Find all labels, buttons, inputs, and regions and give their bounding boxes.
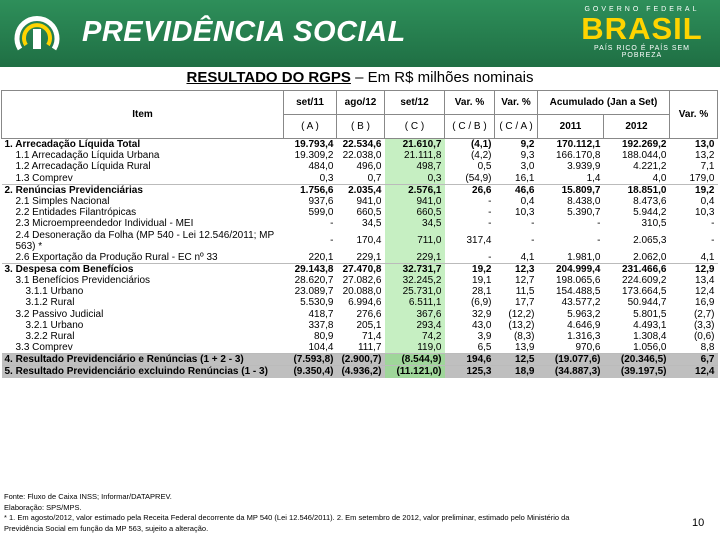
row-value: (8,3) — [513, 330, 535, 342]
row-value: 20.088,0 — [342, 286, 382, 298]
row-value: - — [597, 218, 601, 230]
col-ago12-header: ago/12 — [337, 91, 385, 115]
row-value: (39.197,5) — [604, 366, 670, 378]
rgps-table — [1, 90, 718, 378]
table-row — [2, 252, 718, 264]
row-value: (4,2) — [470, 150, 492, 162]
row-label: 3.1 Benefícios Previdenciários — [15, 274, 151, 286]
row-value: 205,1 — [356, 319, 382, 331]
row-value: 2.062,0 — [604, 252, 670, 264]
row-value: 19,2 — [695, 184, 715, 196]
row-value: 4.646,9 — [567, 319, 601, 331]
table-row — [2, 207, 718, 218]
row-value: 1.308,4 — [633, 330, 667, 342]
page-title — [0, 69, 720, 86]
row-value: 8.473,6 — [633, 196, 667, 208]
col-set11-header: set/11 — [284, 91, 337, 115]
row-label: 2. Renúncias Previdenciárias — [4, 184, 143, 196]
row-value: 15.809,7 — [561, 184, 601, 196]
col-ca-key: ( C / A ) — [495, 115, 538, 139]
row-value: 166.170,8 — [556, 150, 601, 162]
row-value: 0,7 — [337, 173, 385, 185]
table-row — [2, 331, 718, 342]
row-value: - — [488, 196, 492, 208]
row-value: (13,2) — [508, 319, 535, 331]
row-value: (2.900,7) — [337, 354, 385, 366]
row-value: 21.610,7 — [385, 139, 445, 151]
row-value: 8.438,0 — [567, 196, 601, 208]
col-accumulated-header: Acumulado (Jan a Set) — [538, 91, 670, 115]
row-value: 80,9 — [314, 330, 334, 342]
row-value: 125,3 — [445, 366, 495, 378]
col-var-ca-header: Var. % — [495, 91, 538, 115]
row-value: 496,0 — [356, 161, 382, 173]
table-row — [2, 150, 718, 161]
row-value: 12,9 — [695, 263, 715, 275]
row-value: 5.390,7 — [567, 207, 601, 219]
row-value: 229,1 — [385, 252, 445, 264]
table-row — [2, 218, 718, 229]
header-bar — [0, 0, 720, 67]
row-value: (2,7) — [693, 308, 715, 320]
row-value: 170.112,1 — [556, 139, 601, 151]
row-value: 19.309,2 — [294, 150, 334, 162]
row-label: 5. Resultado Previdenciário excluindo Renúncias (1 - 3) — [2, 366, 284, 378]
row-value: (19.077,6) — [538, 354, 604, 366]
footer-notes — [4, 492, 704, 534]
row-label: 3.3 Comprev — [2, 342, 284, 354]
row-value: (4.936,2) — [337, 366, 385, 378]
table-row — [2, 320, 718, 331]
row-label: 3.1.2 Rural — [25, 297, 75, 309]
row-value: 173.664,5 — [622, 286, 667, 298]
row-value: 11,5 — [515, 286, 535, 298]
row-value: 1.981,0 — [538, 252, 604, 264]
col-cb-key: ( C / B ) — [445, 115, 495, 139]
row-value: 337,8 — [308, 319, 334, 331]
row-value: - — [488, 218, 492, 230]
table-row — [2, 139, 718, 151]
table-row — [2, 308, 718, 319]
row-value: 941,0 — [356, 196, 382, 208]
row-value: 0,3 — [284, 173, 337, 185]
row-value: 599,0 — [308, 207, 334, 219]
row-value: 4,1 — [670, 252, 718, 264]
row-value: 6.511,1 — [385, 297, 445, 308]
row-value: 198.065,6 — [556, 274, 601, 286]
row-value: 1.316,3 — [567, 330, 601, 342]
row-value: 941,0 — [385, 196, 445, 207]
row-value: 170,4 — [356, 235, 382, 246]
row-value: 43.577,2 — [561, 297, 601, 309]
gov-slogan: PAÍS RICO É PAÍS SEM POBREZA — [594, 45, 690, 59]
row-value: 418,7 — [308, 308, 334, 320]
table-row — [2, 342, 718, 354]
row-value: - — [711, 218, 715, 230]
table-row — [2, 184, 718, 196]
row-value: 0,3 — [385, 173, 445, 185]
row-value: 4.221,2 — [633, 161, 667, 173]
table-row — [2, 275, 718, 286]
row-value: 2.035,4 — [348, 184, 382, 196]
row-label: 1.1 Arrecadação Líquida Urbana — [15, 150, 160, 162]
row-value: 28,1 — [472, 286, 492, 298]
col-2012-header: 2012 — [604, 115, 670, 139]
row-value: 12,3 — [515, 263, 535, 275]
row-value: 194,6 — [445, 354, 495, 366]
row-value: - — [531, 235, 535, 246]
row-value: 19,1 — [472, 274, 492, 286]
row-value: 3.939,9 — [567, 161, 601, 173]
row-value: 111,7 — [337, 342, 385, 354]
col-a-key: ( A ) — [284, 115, 337, 139]
row-label: 2.6 Exportação da Produção Rural - EC nº 33 — [2, 252, 284, 264]
row-value: 192.269,2 — [622, 139, 667, 151]
row-label: 3.2.1 Urbano — [25, 319, 84, 331]
row-value: 12,5 — [495, 354, 538, 366]
footer-elaboration: Elaboração: SPS/MPS. — [4, 502, 82, 512]
row-value: 28.620,7 — [294, 274, 334, 286]
gov-top-text: GOVERNO FEDERAL — [584, 6, 700, 13]
row-value: 13,9 — [495, 342, 538, 354]
col-2011-header: 2011 — [538, 115, 604, 139]
row-value: 6.994,6 — [348, 297, 382, 309]
row-value: 6,7 — [670, 354, 718, 366]
row-value: (3,3) — [693, 319, 715, 331]
row-value: 46,6 — [515, 184, 535, 196]
table-row — [2, 297, 718, 308]
row-value: 9,3 — [520, 150, 535, 162]
row-value: 8,8 — [670, 342, 718, 354]
row-value: 13,4 — [695, 274, 715, 286]
row-label: 1. Arrecadação Líquida Total — [4, 139, 141, 151]
row-label: 3. Despesa com Benefícios — [4, 263, 134, 275]
table-row — [2, 161, 718, 172]
row-value: 27.082,6 — [342, 274, 382, 286]
row-value: (54,9) — [445, 173, 495, 185]
row-value: 7,1 — [700, 161, 715, 173]
row-value: 660,5 — [385, 207, 445, 218]
row-value: 229,1 — [337, 252, 385, 264]
row-value: 0,5 — [477, 161, 492, 173]
row-value: 26,6 — [472, 184, 492, 196]
row-value: - — [597, 235, 601, 246]
row-value: 16,9 — [695, 297, 715, 309]
row-value: 32,9 — [472, 308, 492, 320]
row-value: 1.056,0 — [604, 342, 670, 354]
row-value: (8.544,9) — [385, 354, 445, 366]
table-row — [2, 263, 718, 275]
row-value: 498,7 — [385, 161, 445, 172]
row-value: 711,0 — [385, 230, 445, 252]
row-value: 317,4 — [466, 235, 492, 246]
row-value: 2.065,3 — [633, 235, 667, 246]
row-value: 276,6 — [356, 308, 382, 320]
row-value: 4,0 — [604, 173, 670, 185]
row-value: 9,2 — [520, 139, 535, 151]
row-value: - — [531, 218, 535, 230]
row-value: 74,2 — [385, 331, 445, 342]
row-value: 34,5 — [362, 218, 382, 230]
row-value: 12,4 — [670, 366, 718, 378]
row-value: 23.089,7 — [294, 286, 334, 298]
table-row — [2, 286, 718, 297]
row-value: 5.963,2 — [567, 308, 601, 320]
row-value: (11.121,0) — [385, 366, 445, 378]
row-label: 3.2 Passivo Judicial — [15, 308, 104, 320]
row-value: 27.470,8 — [342, 263, 382, 275]
row-value: 12,7 — [515, 274, 535, 286]
row-label: 1.3 Comprev — [2, 173, 284, 185]
row-value: - — [330, 218, 334, 230]
title-sub: – Em R$ milhões nominais — [350, 69, 534, 86]
row-value: - — [488, 207, 492, 219]
row-label: 2.3 Microempreendedor Individual - MEI — [15, 218, 194, 230]
row-value: 3,9 — [477, 330, 492, 342]
table-row — [2, 230, 718, 252]
table-row — [2, 196, 718, 207]
title-main: RESULTADO DO RGPS — [186, 69, 351, 86]
footer-note-2: Previdência Social em função da MP 563, sujeito a alteração. — [4, 523, 209, 533]
row-label: 2.2 Entidades Filantrópicas — [15, 207, 137, 219]
row-value: 12,4 — [695, 286, 715, 298]
row-value: 231.466,6 — [622, 263, 667, 275]
row-value: 22.534,6 — [342, 139, 382, 151]
row-value: 6,5 — [445, 342, 495, 354]
row-value: 13,2 — [695, 150, 715, 162]
row-value: 1,4 — [538, 173, 604, 185]
row-value: 119,0 — [385, 342, 445, 354]
row-value: 29.143,8 — [294, 263, 334, 275]
row-value: 484,0 — [308, 161, 334, 173]
col-var-acc-header: Var. % — [670, 91, 718, 139]
row-value: (9.350,4) — [284, 366, 337, 378]
row-value: 10,3 — [515, 207, 535, 219]
footer-note-1: * 1. Em agosto/2012, valor estimado pela Receita Federal decorrente da MP 540 (Lei 12.546/2011). 2. Em setembro de 2012, valor preliminar, estimado pelo Ministério da — [4, 513, 570, 522]
row-label: 1.2 Arrecadação Líquida Rural — [15, 161, 151, 173]
row-value: 16,1 — [495, 173, 538, 185]
row-value: 0,4 — [520, 196, 535, 208]
row-label: 4. Resultado Previdenciário e Renúncias (1 + 2 - 3) — [2, 354, 284, 366]
governo-federal-logo — [573, 6, 711, 59]
page-number: 10 — [692, 517, 705, 529]
gov-name: BRASIL — [581, 11, 703, 46]
row-value: (7.593,8) — [284, 354, 337, 366]
row-value: 18.851,0 — [627, 184, 667, 196]
row-value: 2.576,1 — [385, 184, 445, 196]
row-value: (34.887,3) — [538, 366, 604, 378]
row-label: 3.2.2 Rural — [25, 330, 75, 342]
row-value: 25.731,0 — [385, 286, 445, 297]
brand-title: PREVIDÊNCIA SOCIAL — [82, 16, 406, 48]
row-value: 367,6 — [385, 308, 445, 319]
row-value: 1.756,6 — [300, 184, 334, 196]
row-value: 179,0 — [670, 173, 718, 185]
row-value: 937,6 — [308, 196, 334, 208]
row-value: 660,5 — [356, 207, 382, 219]
row-label: 3.1.1 Urbano — [25, 286, 84, 298]
col-var-cb-header: Var. % — [445, 91, 495, 115]
row-value: 310,5 — [641, 218, 667, 230]
row-value: (4,1) — [470, 139, 492, 151]
row-value: 0,4 — [700, 196, 715, 208]
row-value: 18,9 — [495, 366, 538, 378]
row-value: 19.793,4 — [294, 139, 334, 151]
row-value: (0,6) — [693, 330, 715, 342]
row-value: 50.944,7 — [627, 297, 667, 309]
row-value: 5.944,2 — [633, 207, 667, 219]
row-value: 43,0 — [472, 319, 492, 331]
row-value: 224.609,2 — [622, 274, 667, 286]
footer-source: Fonte: Fluxo de Caixa INSS; Informar/DATAPREV. — [4, 492, 172, 501]
row-value: 188.044,0 — [622, 150, 667, 162]
row-value: 4,1 — [495, 252, 538, 264]
row-value: 32.245,2 — [385, 275, 445, 286]
row-value: 21.111,8 — [385, 150, 445, 161]
row-value: 154.488,5 — [556, 286, 601, 298]
table-row — [2, 173, 718, 185]
row-value: 17,7 — [515, 297, 535, 309]
row-value: - — [445, 252, 495, 264]
col-item-header: Item — [2, 91, 284, 139]
row-value: 104,4 — [284, 342, 337, 354]
row-value: (12,2) — [508, 308, 535, 320]
table-row — [2, 354, 718, 366]
row-value: 32.731,7 — [385, 263, 445, 275]
row-value: 22.038,0 — [342, 150, 382, 162]
row-value: 293,4 — [385, 320, 445, 331]
row-value: 19,2 — [472, 263, 492, 275]
row-value: 34,5 — [385, 218, 445, 229]
row-value: 71,4 — [362, 330, 382, 342]
table-row — [2, 366, 718, 378]
row-value: 4.493,1 — [633, 319, 667, 331]
col-c-key: ( C ) — [385, 115, 445, 139]
row-value: (6,9) — [470, 297, 492, 309]
row-label: 2.1 Simples Nacional — [15, 196, 110, 208]
row-value: 10,3 — [695, 207, 715, 219]
row-value: - — [711, 235, 715, 246]
row-value: - — [330, 235, 334, 246]
row-value: 5.530,9 — [300, 297, 334, 309]
row-value: 970,6 — [538, 342, 604, 354]
col-set12-header: set/12 — [385, 91, 445, 115]
col-b-key: ( B ) — [337, 115, 385, 139]
row-value: 3,0 — [520, 161, 535, 173]
previdencia-logo-icon — [12, 11, 62, 55]
row-value: 13,0 — [695, 139, 715, 151]
row-value: 220,1 — [284, 252, 337, 264]
row-label: 2.4 Desoneração da Folha (MP 540 - Lei 12.546/2011; MP 563) * — [15, 229, 275, 252]
row-value: 5.801,5 — [633, 308, 667, 320]
table-body — [2, 139, 718, 378]
row-value: 204.999,4 — [556, 263, 601, 275]
row-value: (20.346,5) — [604, 354, 670, 366]
